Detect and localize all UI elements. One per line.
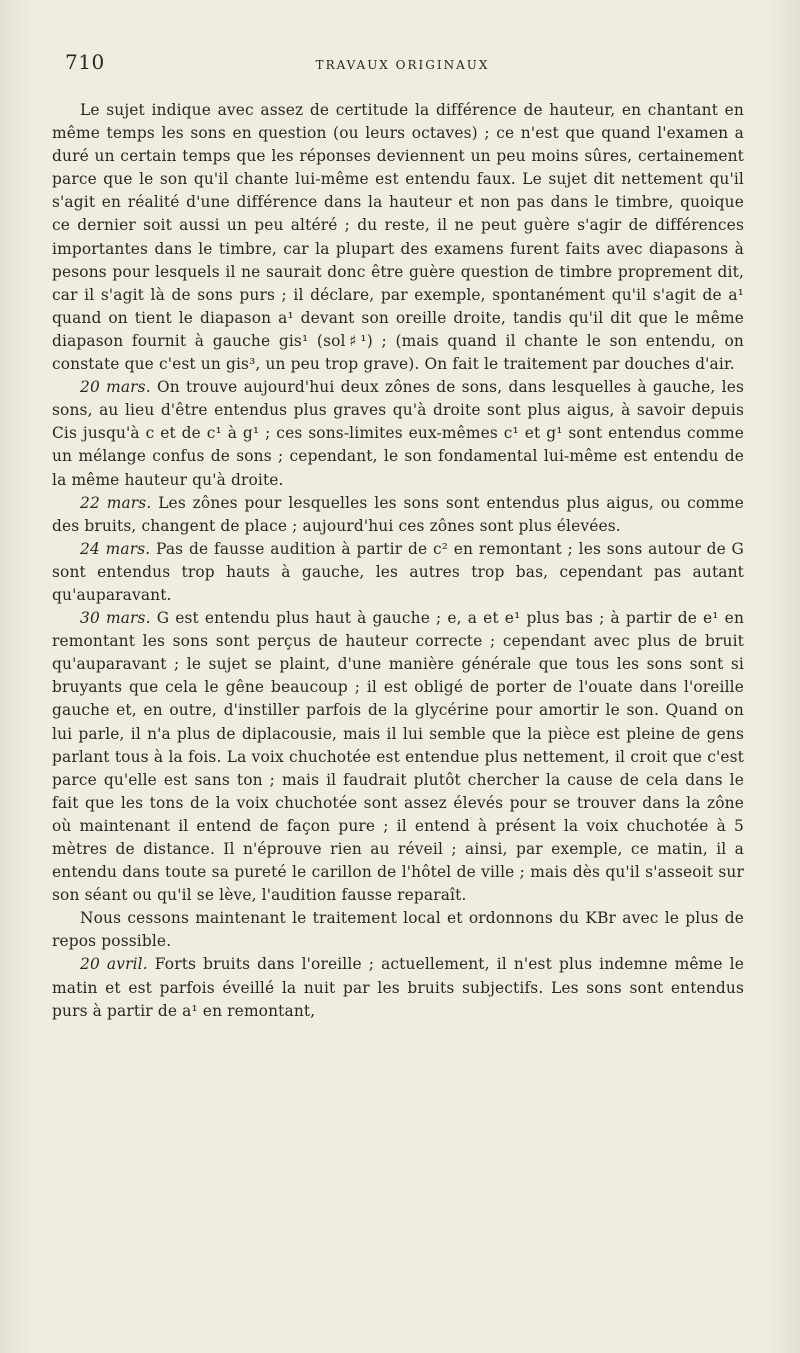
paragraph [52, 907, 744, 953]
page-number: 710 [65, 50, 105, 74]
paragraph [52, 953, 744, 1022]
paragraph-date: 22 mars. [80, 493, 152, 512]
body-text [52, 99, 744, 1023]
paragraph-text: Les zônes pour lesquelles les sons sont entendus plus aigus, ou comme des bruits, changent de place ; aujourd'hui ces zônes sont plus élevées. [52, 493, 745, 535]
paragraph [52, 376, 744, 491]
running-head: TRAVAUX ORIGINAUX [315, 58, 490, 72]
paragraph-date: 30 mars. [80, 609, 151, 628]
paragraph-text: Forts bruits dans l'oreille ; actuellement, il n'est plus indemne même le matin et est parfois éveillé la nuit par les bruits subjectifs. Les sons sont entendus purs à partir de a¹ en remontant, [52, 955, 744, 1020]
paragraph-date: 24 mars. [80, 539, 151, 558]
paragraph [52, 538, 744, 607]
paragraph-date: 20 avril. [80, 955, 148, 974]
paragraph-text: Le sujet indique avec assez de certitude la différence de hauteur, en chantant en même temps les sons en question (ou leurs octaves) ; ce n'est que quand l'examen a duré un certain temps que les réponses deviennent un peu moins sûres, certainement parce que le son qu'il chante lui-même est entendu faux. Le sujet dit nettement qu'il s'agit en réalité d'une différence dans la hauteur et non pas dans le timbre, quoique ce dernier soit aussi un peu altéré ; du reste, il ne peut guère s'agir de différences importantes dans le timbre, car la plupart des examens furent faits avec diapasons à pesons pour lesquels il ne saurait donc être guère question de timbre proprement dit, car il s'agit là de sons purs ; il déclare, par exemple, spontanément qu'il s'agit de a¹ quand on tient le diapason a¹ devant son oreille droite, tandis qu'il dit que le même diapason fournit à gauche gis¹ (sol♯¹) ; (mais quand il chante le son entendu, on constate que c'est un gis³, un peu trop grave). On fait le traitement par douches d'air. [52, 101, 744, 374]
paragraph-text: G est entendu plus haut à gauche ; e, a et e¹ plus bas ; à partir de e¹ en remontant les sons sont perçus de hauteur correcte ; cependant avec plus de bruit qu'auparavant ; le sujet se plaint, d'une manière générale que tous les sons sont si bruyants que cela le gêne beaucoup ; il est obligé de porter de l'ouate dans l'oreille gauche et, en outre, d'instiller parfois de la glycérine pour amortir le son. Quand on lui parle, il n'a plus de diplacousie, mais il lui semble que la pièce est pleine de gens parlant tous à la fois. La voix chuchotée est entendue plus nettement, il croit que c'est parce qu'elle est sans ton ; mais il faudrait plutôt chercher la cause de cela dans le fait que les tons de la voix chuchotée sont assez élevés pour se trouver dans la zône où maintenant il entend de façon pure ; il entend à présent la voix chuchotée à 5 mètres de distance. Il n'éprouve rien au réveil ; ainsi, par exemple, ce matin, il a entendu dans toute sa pureté le carillon de l'hôtel de ville ; mais dès qu'il s'asseoit sur son séant ou qu'il se lève, l'audition fausse reparaît. [52, 609, 745, 905]
paragraph-date: 20 mars. [80, 378, 151, 397]
paragraph-text: Nous cessons maintenant le traitement local et ordonnons du KBr avec le plus de repos possible. [52, 909, 744, 951]
paragraph [52, 99, 744, 376]
paragraph [52, 607, 744, 907]
paragraph [52, 492, 744, 538]
paragraph-text: Pas de fausse audition à partir de c² en remontant ; les sons autour de G sont entendus trop hauts à gauche, les autres trop bas, cependant pas autant qu'auparavant. [52, 539, 745, 604]
paragraph-text: On trouve aujourd'hui deux zônes de sons, dans lesquelles à gauche, les sons, au lieu d'être entendus plus graves qu'à droite sont plus aigus, à savoir depuis Cis jusqu'à c et de c¹ à g¹ ; ces sons-limites eux-mêmes c¹ et g¹ sont entendus comme un mélange confus de sons ; cependant, le son fondamental lui-même est entendu de la même hauteur qu'à droite. [52, 378, 745, 489]
page-header [65, 50, 740, 80]
